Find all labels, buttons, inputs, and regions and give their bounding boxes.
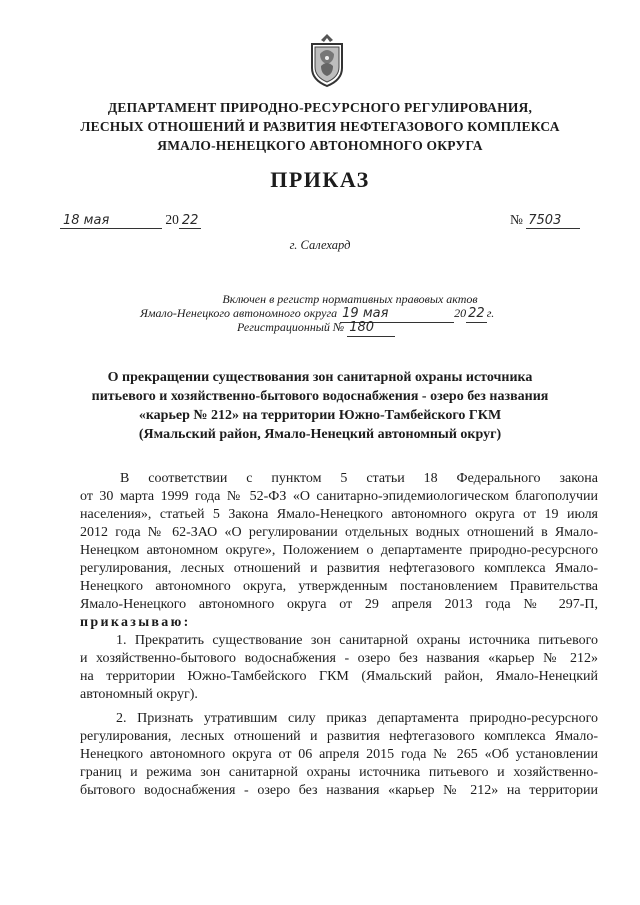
department-name <box>60 98 580 155</box>
decree-word: приказываю: <box>80 615 191 630</box>
year-handwritten: 22 <box>179 213 202 229</box>
number-sign: № <box>510 212 523 227</box>
item-1 <box>80 632 598 704</box>
item1-line: на территории Южно-Тамбейского ГКМ (Ямальский район, Ямало-Ненецкий <box>80 669 598 684</box>
order-number <box>510 212 580 229</box>
preamble-line: регулирования, лесных отношений и развития нефтегазового комплекса Ямало- <box>80 561 598 576</box>
registration-year-handwritten: 22 <box>468 306 485 321</box>
preamble-line: Ненецком автономном округе», Положением о департаменте природно-ресурсного <box>80 543 598 558</box>
preamble <box>80 470 598 632</box>
item2-line: регулирования, лесных отношений и развития нефтегазового комплекса Ямало- <box>80 729 598 744</box>
number-handwritten: 7503 <box>526 213 580 229</box>
order-date <box>60 212 201 229</box>
city: г. Салехард <box>289 238 351 252</box>
item2-line: бытового водоснабжения - озеро без названия «карьер № 212» на территории <box>80 783 598 798</box>
item2-line: границ и режима зон санитарной охраны источника питьевого и хозяйственно- <box>80 765 598 780</box>
department-line: ЛЕСНЫХ ОТНОШЕНИЙ И РАЗВИТИЯ НЕФТЕГАЗОВОГО КОМПЛЕКСА <box>80 119 560 134</box>
coat-of-arms-icon <box>306 32 348 88</box>
registration-year-suffix: г. <box>486 306 495 320</box>
preamble-line: Ямало-Ненецкого автономного округа от 29 апреля 2013 года № 297-П, <box>80 597 598 612</box>
registration-line3 <box>237 319 640 337</box>
preamble-line: 2012 года № 62-ЗАО «О регулировании отдельных водных отношений в Ямало- <box>80 525 598 540</box>
registration-date-handwritten: 19 мая <box>340 305 454 323</box>
department-line: ЯМАЛО-НЕНЕЦКОГО АВТОНОМНОГО ОКРУГА <box>157 138 483 153</box>
document-title: ПРИКАЗ <box>270 167 370 192</box>
item2-line: 2. Признать утратившим силу приказ департамента природно-ресурсного <box>116 711 598 726</box>
preamble-line: В соответствии с пунктом 5 статьи 18 Федерального закона <box>120 471 598 486</box>
registration-line2-prefix: Ямало-Ненецкого автономного округа <box>140 306 338 320</box>
registration-year-prefix: 20 <box>454 306 467 320</box>
date-handwritten: 18 мая <box>60 213 162 229</box>
order-title-line: питьевого и хозяйственно-бытового водоснабжения - озеро без названия <box>91 389 549 404</box>
department-line: ДЕПАРТАМЕНТ ПРИРОДНО-РЕСУРСНОГО РЕГУЛИРОВАНИЯ, <box>107 100 533 115</box>
registration-line1: Включен в регистр нормативных правовых актов <box>222 292 478 306</box>
order-title-line: (Ямальский район, Ямало-Ненецкий автономный округ) <box>138 427 502 442</box>
order-title-line: «карьер № 212» на территории Южно-Тамбейского ГКМ <box>138 408 502 423</box>
preamble-line: от 30 марта 1999 года № 52-ФЗ «О санитарно-эпидемиологическом благополучии <box>80 489 598 504</box>
item2-line: Ненецкого автономного округа от 06 апреля 2015 года № 265 «Об установлении <box>80 747 598 762</box>
year-prefix: 20 <box>165 212 179 227</box>
item1-line: 1. Прекратить существование зон санитарной охраны источника питьевого <box>116 633 598 648</box>
order-title <box>60 368 580 444</box>
item1-line: автономный округ). <box>80 687 198 702</box>
item-2 <box>80 710 598 800</box>
preamble-line: населения», статьей 5 Закона Ямало-Ненецкого автономного округа от 19 июля <box>80 507 598 522</box>
item1-line: и хозяйственно-бытового водоснабжения - озеро без названия «карьер № 212» <box>80 651 598 666</box>
registration-number-handwritten: 180 <box>347 319 395 337</box>
preamble-line: Ненецкого автономного округа, утвержденным постановлением Правительства <box>80 579 598 594</box>
registration-line3-prefix: Регистрационный № <box>237 320 345 334</box>
order-title-line: О прекращении существования зон санитарной охраны источника <box>107 370 533 385</box>
